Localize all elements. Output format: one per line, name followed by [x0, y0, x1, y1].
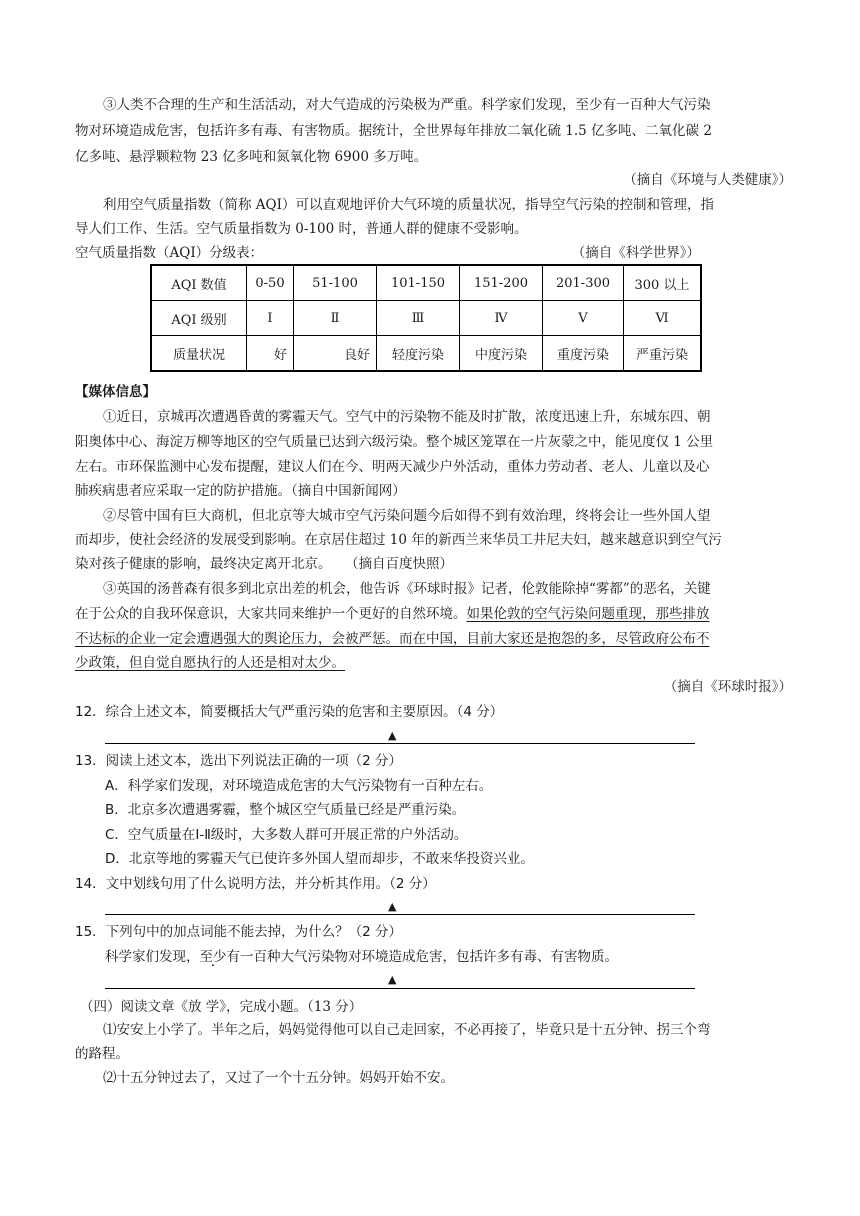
table-cell: 良好 [294, 336, 377, 372]
paragraph-line: 利用空气质量指数（简称 AQI）可以直观地评价大气环境的质量状况，指导空气污染的控制和管理，指 [103, 197, 714, 213]
table-cell: 轻度污染 [377, 336, 460, 372]
paragraph-line: 而却步，使社会经济的发展受到影响。在京居住超过 10 年的新西兰来华员工井尼夫妇，越来越意识到空气污 [75, 532, 722, 548]
paragraph-line [75, 654, 792, 672]
table-cell: 严重污染 [624, 336, 702, 372]
paragraph-line: 亿多吨、悬浮颗粒物 23 亿多吨和氮氧化物 6900 多万吨。 [75, 149, 428, 165]
option-d[interactable]: D．北京等地的雾霾天气已使许多外国人望而却步，不敢来华投资兴业。 [105, 851, 534, 867]
paragraph-line: 肺疾病患者应采取一定的防护措施。（摘自中国新闻网） [75, 483, 406, 499]
paragraph-line [75, 605, 792, 623]
text-span: 在于公众的自我环保意识，大家共同来维护一个更好的自然环境。 [75, 606, 467, 622]
table-row [151, 336, 701, 372]
paragraph-line: 导人们工作、生活。空气质量指数为 0-100 时，普通人群的健康不受影响。 [75, 221, 528, 237]
paragraph-line: ⑴安安上小学了。半年之后，妈妈觉得他可以自己走回家，不必再接了，毕竟只是十五分钟、拐三个弯 [103, 1022, 711, 1038]
table-caption: 空气质量指数（AQI）分级表： [75, 245, 264, 261]
table-cell: 质量状况 [151, 336, 247, 372]
answer-line [105, 914, 695, 915]
question-13: 13．阅读上述文本，选出下列说法正确的一项（2 分） [75, 753, 403, 769]
table-cell: 0-50 [247, 265, 294, 301]
table-source: （摘自《科学世界》） [571, 245, 700, 261]
table-row [151, 265, 701, 301]
table-cell: 201-300 [543, 265, 624, 301]
paragraph-line: ③人类不合理的生产和生活活动，对大气造成的污染极为严重。科学家们发现，至少有一百种大气污染 [103, 97, 711, 113]
table-cell: 好 [247, 336, 294, 372]
option-b[interactable]: B．北京多次遭遇雾霾，整个城区空气质量已经是严重污染。 [105, 802, 466, 818]
paragraph-line: ③英国的汤普森有很多到北京出差的机会，他告诉《环球时报》记者，伦敦能除掉“雾都”的恶名，关键 [103, 581, 711, 597]
option-c[interactable]: C．空气质量在Ⅰ-Ⅱ级时，大多数人群可开展正常的户外活动。 [105, 827, 468, 843]
paragraph-line: ②尽管中国有巨大商机，但北京等大城市空气污染问题今后如得不到有效治理，终将会让一些外国人望 [103, 508, 711, 524]
paragraph-line: 染对孩子健康的影响，最终决定离开北京。 （摘自百度快照） [75, 556, 453, 572]
paragraph-line: ①近日，京城再次遭遇昏黄的雾霾天气。空气中的污染物不能及时扩散，浓度迅速上升，东城东四、朝 [103, 409, 711, 425]
paragraph-line: 左右。市环保监测中心发布提醒，建议人们在今、明两天减少户外活动，重体力劳动者、老人、儿童以及心 [75, 459, 710, 475]
source-note: （摘自《环球时报》） [663, 679, 792, 695]
table-cell: AQI 级别 [151, 301, 247, 336]
answer-marker: ▲ [388, 900, 397, 913]
question-15: 15．下列句中的加点词能不能去掉，为什么？（2 分） [75, 924, 403, 940]
table-cell: AQI 数值 [151, 265, 247, 301]
question-14: 14．文中划线句用了什么说明方法，并分析其作用。（2 分） [75, 876, 436, 892]
text-span: 科学家们发现， [105, 949, 200, 965]
table-cell: Ⅵ [624, 301, 702, 336]
table-cell: Ⅴ [543, 301, 624, 336]
table-row [151, 301, 701, 336]
table-cell: 51-100 [294, 265, 377, 301]
answer-line [105, 988, 695, 989]
aqi-table [150, 264, 702, 372]
underlined-sentence: 少政策，但自觉自愿执行的人还是相对太少。 [75, 655, 345, 671]
paragraph-line [75, 630, 792, 648]
table-cell: Ⅰ [247, 301, 294, 336]
paragraph-line: 阳奥体中心、海淀万柳等地区的空气质量已达到六级污染。整个城区笼罩在一片灰蒙之中，能见度仅 1 公里 [75, 434, 714, 450]
table-cell: 重度污染 [543, 336, 624, 372]
section-heading: 【媒体信息】 [75, 384, 156, 400]
answer-line [105, 743, 695, 744]
source-note: （摘自《环境与人类健康》） [623, 172, 792, 188]
paragraph-line: 的路程。 [75, 1046, 129, 1062]
section-heading: （四）阅读文章《放 学》，完成小题。（13 分） [80, 999, 363, 1015]
dotted-char: 至少 [199, 949, 227, 965]
question-12: 12．综合上述文本，简要概括大气严重污染的危害和主要原因。（4 分） [75, 704, 504, 720]
answer-marker: ▲ [388, 729, 397, 742]
table-cell: 300 以上 [624, 265, 702, 301]
underlined-sentence: 不达标的企业一定会遭遇强大的舆论压力，会被严惩。而在中国，目前大家还是抱怨的多，尽管政府公布不 [75, 631, 710, 647]
table-cell: Ⅱ [294, 301, 377, 336]
text-span: 有一百种大气污染物对环境造成危害，包括许多有毒、有害物质。 [226, 949, 618, 965]
table-cell: Ⅳ [460, 301, 543, 336]
table-cell: 101-150 [377, 265, 460, 301]
underlined-sentence: 如果伦敦的空气污染问题重现，那些排放 [466, 606, 710, 622]
option-a[interactable]: A．科学家们发现，对环境造成危害的大气污染物有一百种左右。 [105, 778, 493, 794]
dotted-word [200, 949, 227, 965]
answer-marker: ▲ [388, 973, 397, 986]
question-15-sentence [105, 948, 792, 966]
table-cell: 151-200 [460, 265, 543, 301]
table-cell: Ⅲ [377, 301, 460, 336]
paragraph-line: 物对环境造成危害，包括许多有毒、有害物质。据统计，全世界每年排放二氧化硫 1.5 亿多吨、二氧化碳 2 [75, 123, 712, 139]
table-cell: 中度污染 [460, 336, 543, 372]
paragraph-line: ⑵十五分钟过去了，又过了一个十五分钟。妈妈开始不安。 [103, 1070, 454, 1086]
